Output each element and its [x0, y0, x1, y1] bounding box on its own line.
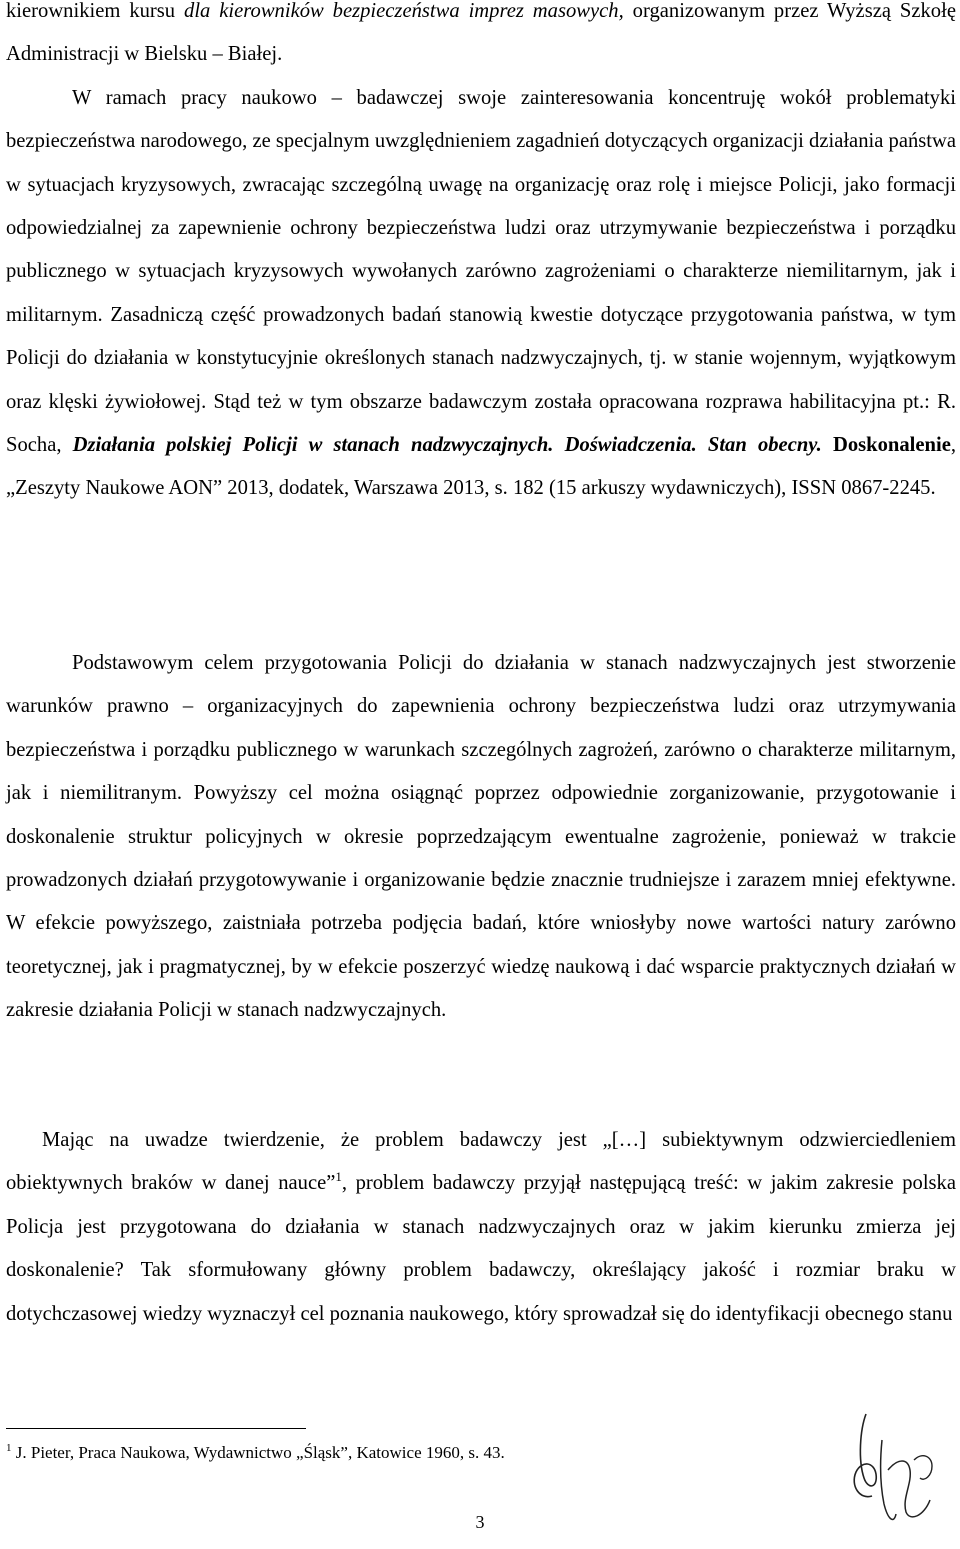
text-run: kierownikiem kursu — [6, 0, 185, 22]
paragraph-1 — [6, 0, 956, 511]
paragraph-2 — [6, 642, 956, 1033]
text-run: W ramach pracy naukowo – badawczej swoje zainteresowania koncentruję wokół problematyki bezpieczeństwa narodowego, ze specjalnym uwzględnieniem zagadnień dotyczących organizacji działania państwa w sytuacjach kryzysowych, zwracając szczególną uwagę na organizację oraz rolę i miejsce Policji, jako formacji odpowiedzialnej za zapewnienie ochrony bezpieczeństwa ludzi oraz utrzymywanie bezpieczeństwa i porządku publicznego w sytuacjach kryzysowych wywołanych zarówno zagrożeniami o charakterze niemilitarnym, jak i militarnym. Zasadniczą część prowadzonych badań stanowią kwestie dotyczące przygotowania państwa, w tym Policji do działania w konstytucyjnie określonych stanach nadzwyczajnych, tj. w stanie wojennym, wyjątkowym oraz klęski żywiołowej. Stąd też w tym obszarze badawczym została opracowana rozprawa habilitacyjna pt.: — [6, 86, 956, 413]
page-number: 3 — [475, 1512, 485, 1532]
paragraph-3 — [6, 1119, 956, 1336]
text-run: Podstawowym celem przygotowania Policji do działania w stanach nadzwyczajnych jest stworzenie warunków prawno – organizacyjnych do zapewnienia ochrony bezpieczeństwa ludzi oraz utrzymywania bezpieczeństwa i porządku publicznego w warunkach szczególnych zagrożeń, zarówno o charakterze militarnym, jak i niemilitranym. Powyższy cel można osiągnąć poprzez odpowiednie zorganizowanie, przygotowanie i doskonalenie struktur policyjnych w okresie poprzedzającym ewentualne zagrożenie, ponieważ w trakcie prowadzonych działań przygotowywanie i organizowanie będzie znacznie trudniejsze i zarazem mniej efektywne. W efekcie powyższego, zaistniała potrzeba podjęcia badań, które wniosłyby nowe wartości natury zarówno teoretycznej, jak i pragmatycznej, by w efekcie poszerzyć wiedzę naukową i dać wsparcie praktycznych działań w zakresie działania Policji w stanach nadzwyczajnych. — [6, 652, 956, 1022]
footnote-number: 1 — [6, 1442, 12, 1454]
course-title-italic: dla kierowników bezpieczeństwa imprez masowych, — [184, 0, 624, 22]
footnote-reference: 1 — [335, 1169, 342, 1185]
footnote-text: J. Pieter, Praca Naukowa, Wydawnictwo „Śląsk”, Katowice 1960, s. 43. — [11, 1443, 505, 1462]
text-run: , problem badawczy przyjął następującą treść: w jakim zakresie polska Policja jest przygotowana do działania w stanach nadzwyczajnych oraz w jakim kierunku zmierza jej doskonalenie? Tak sformułowany główny problem badawczy, określający jakość i rozmiar braku w dotychczasowej wiedzy wyznaczył cel poznania naukowego, który sprowadzał się do identyfikacji obecnego stanu — [6, 1172, 956, 1325]
text-run: Mając na uwadze twierdzenie, że problem badawczy jest „[…] subiektywnym odzwierciedleniem obiektywnych braków w danej nauce” — [6, 1129, 956, 1195]
footnote-separator — [6, 1428, 306, 1429]
text-space — [822, 434, 833, 456]
text-run: organizowanym przez Wyższą Szkołę Administracji w Bielsku – Białej. — [6, 0, 956, 66]
citation-details: , „Zeszyty Naukowe AON” 2013, dodatek, Warszawa 2013, s. 182 (15 arkuszy wydawniczych), ISSN 0867-2245. — [6, 434, 956, 500]
citation-title: Działania polskiej Policji w stanach nadzwyczajnych. Doświadczenia. Stan obecny. — [72, 434, 822, 457]
citation-author: R. Socha, — [6, 390, 956, 457]
citation-title-bold: Doskonalenie — [832, 434, 951, 457]
handwritten-signature — [836, 1400, 946, 1528]
footnote — [6, 1440, 906, 1466]
